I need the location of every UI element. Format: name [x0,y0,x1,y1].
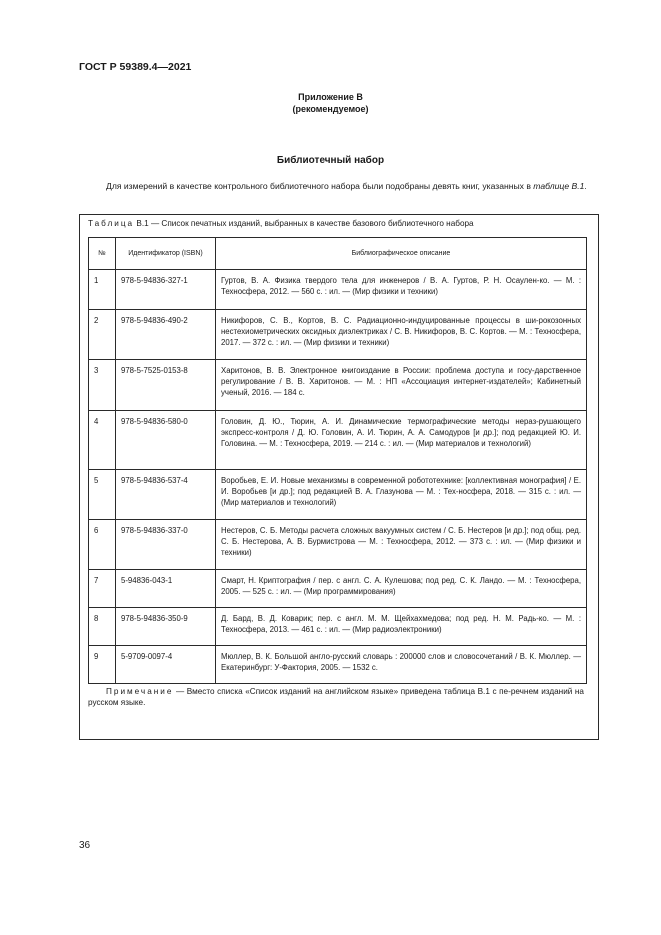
row-description: Д. Бард, В. Д. Коварик; пер. с англ. М. М. Щейхахмедова; под ред. Н. М. Радь-ко. — М. : Техносфера, 2013. — 461 с. : ил. — (Мир радиоэлектроники) [216,608,587,646]
row-number: 1 [89,270,116,310]
header-number: № [89,238,116,270]
row-number: 3 [89,360,116,411]
row-description: Смарт, Н. Криптография / пер. с англ. С. А. Кулешова; под ред. С. К. Ландо. — М. : Техносфера, 2005. — 525 с. : ил. — (Мир программирования) [216,570,587,608]
row-description: Никифоров, С. В., Кортов, В. С. Радиационно-индуцированные процессы в ши-рокозонных нестехиометрических оксидных диэлектриках / С. В. Никифоров, В. С. Кортов. — М. : Техносфера, 2017. — 372 с. : ил. — (Мир физики и техники) [216,310,587,360]
annex-title: Приложение В [298,92,363,102]
row-number: 8 [89,608,116,646]
intro-table-reference: таблице В.1 [533,181,585,191]
row-isbn: 978-5-94836-350-9 [116,608,216,646]
note-label: Примечание [106,687,174,696]
table-row [89,470,587,520]
intro-end: . [584,181,587,191]
bibliography-table [88,237,587,684]
table-row [89,520,587,570]
note-text: — Вместо списка «Список изданий на английском языке» приведена таблица В.1 с пе-речнем изданий на русском языке. [88,687,584,707]
table-row [89,646,587,684]
table-caption-text: В.1 — Список печатных изданий, выбранных в качестве базового библиотечного набора [134,219,474,228]
row-isbn: 978-5-94836-537-4 [116,470,216,520]
row-description: Гуртов, В. А. Физика твердого тела для инженеров / В. А. Гуртов, Р. Н. Осаулен-ко. — М. : Техносфера, 2012. — 560 с. : ил. — (Мир физики и техники) [216,270,587,310]
table-row [89,360,587,411]
annex-heading [0,91,661,115]
row-number: 2 [89,310,116,360]
row-isbn: 5-94836-043-1 [116,570,216,608]
table-caption-prefix: Таблица [88,219,135,228]
row-description: Воробьев, Е. И. Новые механизмы в современной робототехнике: [коллективная монография] / Е. И. Воробьев [и др.]; под редакцией В. А. Глазунова — М. : Тех-носфера, 2018. — 315 с. : ил. — (Мир материалов и технологий) [216,470,587,520]
row-description: Харитонов, В. В. Электронное книгоиздание в России: проблема доступа и госу-дарственное регулирование / В. В. Харитонов. — М. : НП «Ассоциация интернет-издателей»; Кабинетный ученый, 2016. — 184 с. [216,360,587,411]
page-number: 36 [79,840,91,851]
row-number: 7 [89,570,116,608]
row-number: 6 [89,520,116,570]
row-isbn: 978-5-7525-0153-8 [116,360,216,411]
row-isbn: 978-5-94836-490-2 [116,310,216,360]
table-row [89,570,587,608]
annex-subtitle: (рекомендуемое) [292,104,369,114]
row-isbn: 978-5-94836-580-0 [116,411,216,470]
intro-text: Для измерений в качестве контрольного библиотечного набора были подобраны девять книг, указанных в [106,181,534,191]
header-description: Библиографическое описание [216,238,587,270]
table-header-row [89,238,587,270]
row-isbn: 978-5-94836-337-0 [116,520,216,570]
row-isbn: 978-5-94836-327-1 [116,270,216,310]
header-isbn: Идентификатор (ISBN) [116,238,216,270]
table-note [88,686,584,708]
row-description: Мюллер, В. К. Большой англо-русский словарь : 200000 слов и словосочетаний / В. К. Мюллер. — Екатеринбург: У-Фактория, 2005. — 1532 с. [216,646,587,684]
row-number: 9 [89,646,116,684]
table-row [89,411,587,470]
intro-paragraph [79,180,594,192]
table-row [89,270,587,310]
row-isbn: 5-9709-0097-4 [116,646,216,684]
table-row [89,608,587,646]
section-title: Библиотечный набор [276,155,385,166]
row-number: 5 [89,470,116,520]
table-caption [88,219,474,228]
row-description: Нестеров, С. Б. Методы расчета сложных вакуумных систем / С. Б. Нестеров [и др.]; под общ. ред. С. Б. Нестерова, А. В. Бурмистрова — М. : Техносфера, 2012. — 373 с. : ил. — (Мир физики и техники) [216,520,587,570]
document-standard-header: ГОСТ Р 59389.4—2021 [79,61,192,73]
row-number: 4 [89,411,116,470]
table-row [89,310,587,360]
row-description: Головин, Д. Ю., Тюрин, А. И. Динамические термографические методы нераз-рушающего экспресс-контроля / Д. Ю. Головин, А. И. Тюрин, А. А. Самодуров [и др.]; под редакцией Ю. И. Головина. — М. : Техносфера, 2019. — 214 с. : ил. — (Мир материалов и технологий) [216,411,587,470]
